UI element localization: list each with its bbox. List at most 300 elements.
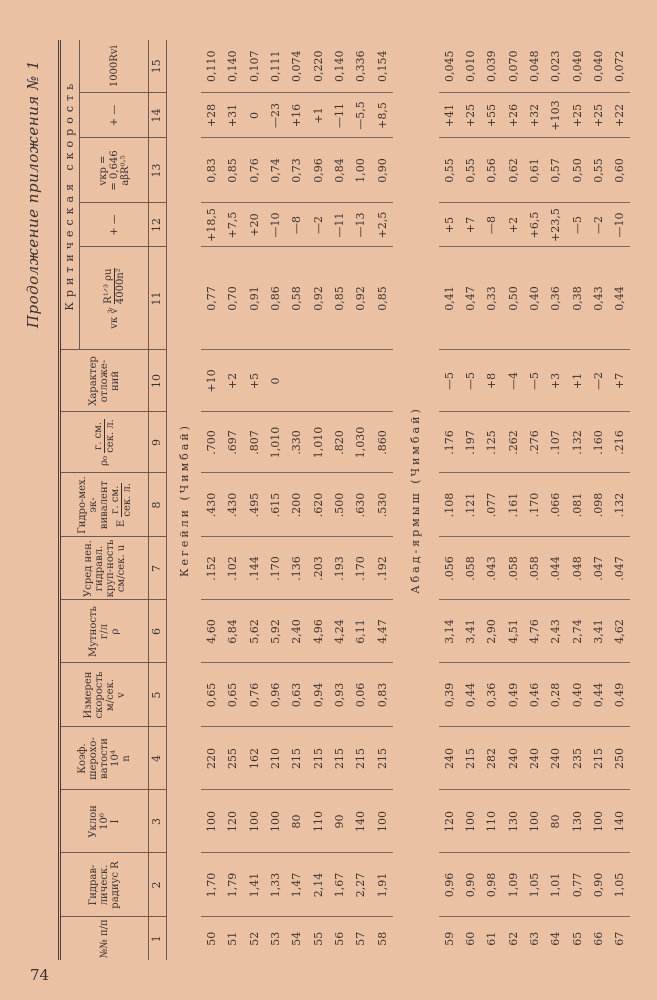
table-cell: .860	[371, 412, 392, 473]
table-cell: 215	[329, 727, 350, 790]
table-cell: 0,86	[265, 247, 286, 350]
table-cell: 0,49	[503, 663, 524, 727]
header-turbidity-label: Мутность	[88, 606, 99, 657]
table-cell: 59	[439, 917, 460, 960]
table-cell: 57	[350, 917, 371, 960]
table-cell: 64	[545, 917, 566, 960]
table-cell: 5,92	[265, 600, 286, 663]
table-row	[222, 40, 243, 960]
table-cell: +2	[222, 350, 243, 412]
table-cell: 110	[481, 790, 502, 853]
page-number: 74	[30, 966, 50, 984]
table-cell: 52	[244, 917, 265, 960]
table-cell: 0,74	[265, 138, 286, 203]
section-title: Абад-ярмыш (Чимбай)	[409, 406, 423, 594]
table-cell: 0,65	[201, 663, 222, 727]
table-cell: 60	[460, 917, 481, 960]
table-cell: 4,51	[503, 600, 524, 663]
table-cell: .136	[286, 537, 307, 600]
header-formula-vkr	[80, 138, 149, 203]
header-turbidity-symbol: ρ	[110, 628, 121, 635]
header-1000rvi: 1000Rvi	[80, 40, 149, 93]
table-cell: +31	[222, 93, 243, 138]
rotated-table-page	[24, 40, 650, 960]
unit-numerator: г. см.	[110, 483, 122, 517]
table-cell: +26	[503, 93, 524, 138]
table-cell: .216	[609, 412, 630, 473]
table-cell: .276	[524, 412, 545, 473]
page-title: Продолжение приложения № 1	[24, 60, 42, 329]
table-cell: 0,92	[307, 247, 328, 350]
table-cell: 0,55	[460, 138, 481, 203]
table-cell: 0,46	[524, 663, 545, 727]
table-cell: +5	[244, 350, 265, 412]
column-number: 4	[149, 727, 167, 790]
table-cell: 0,107	[244, 40, 265, 93]
table-cell: 4,76	[524, 600, 545, 663]
table-cell: .066	[545, 473, 566, 537]
table-row	[566, 40, 587, 960]
table-cell: 1,09	[503, 853, 524, 917]
table-cell: .530	[371, 473, 392, 537]
table-cell: 0,110	[201, 40, 222, 93]
table-cell: .125	[481, 412, 502, 473]
table-row	[460, 40, 481, 960]
table-cell: 215	[371, 727, 392, 790]
table-cell: +25	[566, 93, 587, 138]
table-cell: 100	[588, 790, 609, 853]
table-cell: 0,98	[481, 853, 502, 917]
table-cell: 0,62	[503, 138, 524, 203]
column-number: 9	[149, 412, 167, 473]
table-cell: 0,83	[201, 138, 222, 203]
header-equivalent-unit	[110, 483, 133, 517]
table-cell: .203	[307, 537, 328, 600]
header-number: №№ п/п	[60, 917, 149, 960]
table-cell: +5	[439, 203, 460, 247]
table-cell: 0,33	[481, 247, 502, 350]
unit-numerator: г. см.	[93, 419, 105, 453]
section-title: Кегейли (Чимбай)	[177, 423, 191, 577]
table-cell: 0,84	[329, 138, 350, 203]
table-cell: 162	[244, 727, 265, 790]
table-cell: 220	[201, 727, 222, 790]
table-row	[545, 40, 566, 960]
table-cell: —8	[481, 203, 502, 247]
table-cell: 0,90	[460, 853, 481, 917]
header-turbidity-unit: г/л	[99, 624, 110, 639]
table-cell: .176	[439, 412, 460, 473]
table-row	[481, 40, 502, 960]
table-cell: 0,93	[329, 663, 350, 727]
formula-vkr-denominator: aβR⁰·⁵	[119, 155, 131, 186]
formula-vkr-label: vкр =	[97, 155, 109, 186]
table-cell: 100	[460, 790, 481, 853]
table-cell: 2,40	[286, 600, 307, 663]
table-cell: 3,41	[460, 600, 481, 663]
table-cell: 0,50	[566, 138, 587, 203]
table-cell: 1,41	[244, 853, 265, 917]
table-cell: 0,039	[481, 40, 502, 93]
table-cell: 240	[439, 727, 460, 790]
table-cell: .048	[566, 537, 587, 600]
table-cell: 0,56	[481, 138, 502, 203]
table-cell: .098	[588, 473, 609, 537]
table-cell: 0,048	[524, 40, 545, 93]
header-deposit-character: Характер отложе-ний	[60, 350, 149, 412]
table-cell: .161	[503, 473, 524, 537]
table-cell: 1,33	[265, 853, 286, 917]
table-cell: 0,44	[588, 663, 609, 727]
table-cell: 0,47	[460, 247, 481, 350]
table-cell: 0,76	[244, 663, 265, 727]
table-cell: +8	[481, 350, 502, 412]
column-number: 5	[149, 663, 167, 727]
table-cell: 140	[609, 790, 630, 853]
table-cell: .121	[460, 473, 481, 537]
table-cell: .160	[588, 412, 609, 473]
table-cell: 0,49	[609, 663, 630, 727]
table-cell: 0,96	[265, 663, 286, 727]
table-cell: .058	[503, 537, 524, 600]
formula-denominator: 4000n²	[114, 268, 126, 305]
table-cell: —11	[329, 93, 350, 138]
table-cell: 4,47	[371, 600, 392, 663]
table-cell: +10	[201, 350, 222, 412]
table-cell: .807	[244, 412, 265, 473]
table-cell: 250	[609, 727, 630, 790]
table-cell: 255	[222, 727, 243, 790]
table-cell: .170	[524, 473, 545, 537]
table-cell: 0,040	[588, 40, 609, 93]
column-number: 15	[149, 40, 167, 93]
table-cell: 0,06	[350, 663, 371, 727]
table-cell: .200	[286, 473, 307, 537]
header-slope-label: Уклон	[88, 805, 99, 838]
table-cell: +28	[201, 93, 222, 138]
table-cell: 120	[439, 790, 460, 853]
table-cell: 65	[566, 917, 587, 960]
table-row	[307, 40, 328, 960]
header-slope-factor: 10⁶	[99, 813, 110, 830]
table-cell: 55	[307, 917, 328, 960]
table-cell: 58	[371, 917, 392, 960]
table-cell: —2	[588, 203, 609, 247]
table-cell: .430	[222, 473, 243, 537]
table-cell: .132	[566, 412, 587, 473]
table-cell: 100	[244, 790, 265, 853]
table-cell: .056	[439, 537, 460, 600]
table-cell: .197	[460, 412, 481, 473]
table-cell: .615	[265, 473, 286, 537]
table-cell: .430	[201, 473, 222, 537]
table-cell: 0,154	[371, 40, 392, 93]
column-number: 11	[149, 247, 167, 350]
table-cell: +6,5	[524, 203, 545, 247]
table-cell: 0,045	[439, 40, 460, 93]
table-cell: +1	[307, 93, 328, 138]
table-cell: 100	[201, 790, 222, 853]
table-cell: 0,023	[545, 40, 566, 93]
table-cell: 0,60	[609, 138, 630, 203]
table-cell: 53	[265, 917, 286, 960]
table-row	[524, 40, 545, 960]
table-cell: 4,24	[329, 600, 350, 663]
table-cell: —11	[329, 203, 350, 247]
table-cell: +7,5	[222, 203, 243, 247]
table-cell: 0,94	[307, 663, 328, 727]
table-row	[609, 40, 630, 960]
table-cell: 1,91	[371, 853, 392, 917]
table-cell: 80	[545, 790, 566, 853]
table-cell	[307, 350, 328, 412]
table-cell: .077	[481, 473, 502, 537]
table-cell: .495	[244, 473, 265, 537]
table-cell: 0,43	[588, 247, 609, 350]
table-cell: 4,62	[609, 600, 630, 663]
table-cell: .043	[481, 537, 502, 600]
header-formula-vk	[80, 247, 149, 350]
table-cell: 0,57	[545, 138, 566, 203]
table-cell: 1,70	[201, 853, 222, 917]
table-cell: .058	[460, 537, 481, 600]
column-number: 13	[149, 138, 167, 203]
table-row	[503, 40, 524, 960]
header-roughness-factor: 10⁴	[110, 750, 121, 767]
table-cell: 2,74	[566, 600, 587, 663]
table-cell: 62	[503, 917, 524, 960]
table-cell: +7	[609, 350, 630, 412]
table-cell: .170	[265, 537, 286, 600]
table-cell: 51	[222, 917, 243, 960]
table-cell: 0,41	[439, 247, 460, 350]
table-cell: 0,90	[371, 138, 392, 203]
table-cell: 2,27	[350, 853, 371, 917]
table-cell: 0,040	[566, 40, 587, 93]
table-cell: 215	[286, 727, 307, 790]
table-cell: 0,61	[524, 138, 545, 203]
header-velocity-symbol: v	[115, 692, 127, 698]
table-cell: 0,83	[371, 663, 392, 727]
section-row	[167, 40, 202, 960]
table-cell: 110	[307, 790, 328, 853]
table-cell: 5,62	[244, 600, 265, 663]
table-cell: 63	[524, 917, 545, 960]
table-cell: 0	[265, 350, 286, 412]
header-equivalent-label: Гидро-мех. эк-вивалент	[76, 476, 110, 534]
table-cell: 100	[371, 790, 392, 853]
table-cell	[286, 350, 307, 412]
table-cell: 0,220	[307, 40, 328, 93]
table-cell: +1	[566, 350, 587, 412]
table-cell: 0,58	[286, 247, 307, 350]
table-cell: 6,11	[350, 600, 371, 663]
table-cell: 2,90	[481, 600, 502, 663]
data-table	[58, 40, 630, 960]
table-cell: +8,5	[371, 93, 392, 138]
table-cell: 0,85	[222, 138, 243, 203]
table-cell: 100	[524, 790, 545, 853]
table-cell: +32	[524, 93, 545, 138]
table-row	[371, 40, 392, 960]
table-cell: —5	[460, 350, 481, 412]
header-measured-velocity	[60, 663, 149, 727]
table-cell: 1,010	[307, 412, 328, 473]
table-cell: 67	[609, 917, 630, 960]
column-number: 8	[149, 473, 167, 537]
table-cell: .700	[201, 412, 222, 473]
table-cell: 0,38	[566, 247, 587, 350]
table-cell: 4,96	[307, 600, 328, 663]
table-cell: —8	[286, 203, 307, 247]
column-numbers-row	[149, 40, 167, 960]
table-cell: 1,00	[350, 138, 371, 203]
table-cell: .044	[545, 537, 566, 600]
table-cell	[350, 350, 371, 412]
table-cell: +41	[439, 93, 460, 138]
table-cell: 2,43	[545, 600, 566, 663]
table-cell: 0,36	[481, 663, 502, 727]
table-row	[329, 40, 350, 960]
table-cell: 61	[481, 917, 502, 960]
table-cell: —10	[609, 203, 630, 247]
table-cell: 6,84	[222, 600, 243, 663]
table-cell: +55	[481, 93, 502, 138]
header-deviation-2: + —	[80, 93, 149, 138]
table-row	[350, 40, 371, 960]
table-cell: 90	[329, 790, 350, 853]
header-slope-symbol: I	[110, 819, 121, 824]
table-row	[201, 40, 222, 960]
table-cell: 0,39	[439, 663, 460, 727]
table-cell: 0,55	[439, 138, 460, 203]
header-rho0-symbol: ρ₀	[99, 455, 110, 466]
header-roughness	[60, 727, 149, 790]
table-cell: 0,77	[566, 853, 587, 917]
table-cell: 0,90	[588, 853, 609, 917]
table-cell: .262	[503, 412, 524, 473]
table-cell: 1,79	[222, 853, 243, 917]
table-cell: 100	[265, 790, 286, 853]
header-critical-velocity-group: Критическая скорость	[60, 40, 80, 350]
table-cell: +25	[588, 93, 609, 138]
formula-vkr-coef: = 0,646	[108, 150, 120, 191]
table-cell: 140	[350, 790, 371, 853]
table-cell: .330	[286, 412, 307, 473]
table-cell: 0,36	[545, 247, 566, 350]
table-cell: .102	[222, 537, 243, 600]
table-cell: 120	[222, 790, 243, 853]
table-cell: 0,92	[350, 247, 371, 350]
table-body	[167, 40, 631, 960]
table-cell: —10	[265, 203, 286, 247]
table-cell: 0,77	[201, 247, 222, 350]
table-cell: 56	[329, 917, 350, 960]
column-number: 2	[149, 853, 167, 917]
table-cell: 130	[503, 790, 524, 853]
header-hydraulic-radius: Гидрав-лическ. радиус R	[60, 853, 149, 917]
table-cell: 50	[201, 917, 222, 960]
table-cell: 235	[566, 727, 587, 790]
table-cell: +2,5	[371, 203, 392, 247]
table-cell: 0,074	[286, 40, 307, 93]
header-velocity-unit: м/сек.	[104, 678, 116, 712]
table-cell: .108	[439, 473, 460, 537]
table-cell: 0,65	[222, 663, 243, 727]
table-cell: 215	[350, 727, 371, 790]
table-row	[588, 40, 609, 960]
table-cell: +16	[286, 93, 307, 138]
table-cell: +18,5	[201, 203, 222, 247]
table-cell: 0,40	[524, 247, 545, 350]
table-cell: 0,96	[307, 138, 328, 203]
table-cell: 240	[503, 727, 524, 790]
header-equivalent-symbol: E	[115, 519, 127, 528]
header-velocity-label: Измерен скорость	[82, 671, 105, 719]
table-row	[286, 40, 307, 960]
table-cell: 0,76	[244, 138, 265, 203]
table-cell: 3,14	[439, 600, 460, 663]
table-cell: 0,140	[329, 40, 350, 93]
unit-denominator: сек. л.	[121, 482, 133, 517]
table-cell: 240	[545, 727, 566, 790]
table-row	[244, 40, 265, 960]
header-slope	[60, 790, 149, 853]
table-cell: 0,91	[244, 247, 265, 350]
formula-fraction	[103, 268, 126, 304]
table-cell: +23,5	[545, 203, 566, 247]
table-cell: 54	[286, 917, 307, 960]
table-cell: 0,85	[371, 247, 392, 350]
column-number: 7	[149, 537, 167, 600]
table-cell: —23	[265, 93, 286, 138]
table-cell: .152	[201, 537, 222, 600]
table-cell: 1,010	[265, 412, 286, 473]
table-cell: +3	[545, 350, 566, 412]
header-rho0	[60, 412, 149, 473]
table-cell: 240	[524, 727, 545, 790]
column-number: 14	[149, 93, 167, 138]
table-cell: —2	[307, 203, 328, 247]
table-cell: 0,73	[286, 138, 307, 203]
column-number: 1	[149, 917, 167, 960]
table-cell: .500	[329, 473, 350, 537]
table-cell: +20	[244, 203, 265, 247]
table-cell: —5	[524, 350, 545, 412]
table-cell: .697	[222, 412, 243, 473]
table-cell: 0,336	[350, 40, 371, 93]
header-deviation-1: + —	[80, 203, 149, 247]
table-cell: +22	[609, 93, 630, 138]
table-cell: .170	[350, 537, 371, 600]
table-cell: 1,05	[524, 853, 545, 917]
table-cell: 4,60	[201, 600, 222, 663]
table-row	[439, 40, 460, 960]
table-cell: 130	[566, 790, 587, 853]
table-cell: .620	[307, 473, 328, 537]
table-cell: +2	[503, 203, 524, 247]
table-cell: 215	[460, 727, 481, 790]
table-cell: .193	[329, 537, 350, 600]
header-roughness-label: Коэф. шерохо-ватости	[77, 737, 110, 780]
table-cell: .192	[371, 537, 392, 600]
header-hydromech-equivalent	[60, 473, 149, 537]
table-cell: 3,41	[588, 600, 609, 663]
column-number: 6	[149, 600, 167, 663]
table-cell: 1,47	[286, 853, 307, 917]
column-number: 3	[149, 790, 167, 853]
table-cell: 210	[265, 727, 286, 790]
